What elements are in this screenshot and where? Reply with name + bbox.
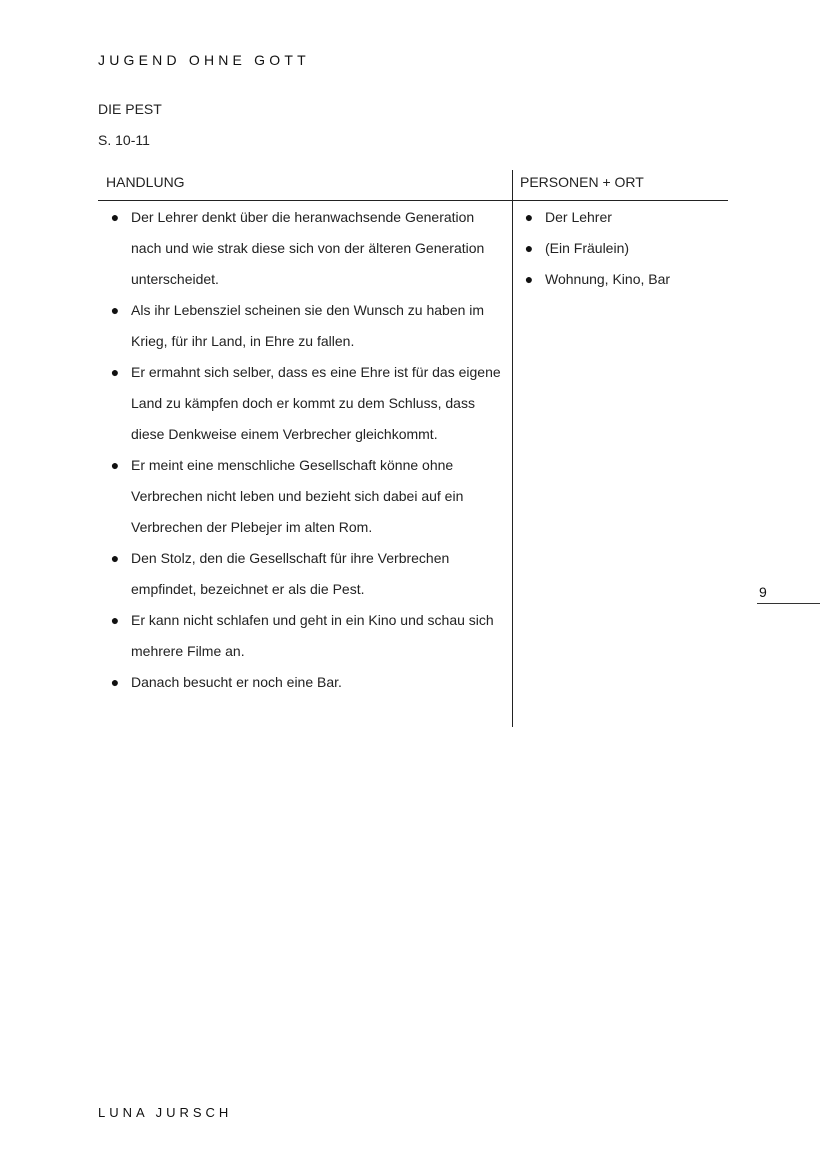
personen-text: (Ein Fräulein) (545, 240, 630, 256)
handlung-text: Den Stolz, den die Gesellschaft für ihre Verbrechen empfindet, bezeichnet er als die Pest. (131, 550, 450, 597)
list-item (98, 357, 508, 450)
list-item (98, 667, 508, 698)
bullet-icon: ● (110, 364, 120, 380)
bullet-icon: ● (110, 612, 120, 628)
document-header-title: JUGEND OHNE GOTT (98, 52, 310, 68)
list-item (512, 202, 722, 233)
bullet-icon: ● (110, 550, 120, 566)
bullet-icon: ● (110, 674, 120, 690)
bullet-icon: ● (110, 209, 120, 225)
table-header-divider (98, 200, 728, 201)
personen-text: Der Lehrer (545, 209, 612, 225)
page-number-underline (757, 603, 820, 604)
handlung-list (98, 202, 508, 698)
handlung-text: Er ermahnt sich selber, dass es eine Ehre ist für das eigene Land zu kämpfen doch er kommt zu dem Schluss, dass diese Denkweise einem Verbrecher gleichkommt. (131, 364, 501, 442)
list-item (512, 264, 722, 295)
handlung-text: Der Lehrer denkt über die heranwachsende Generation nach und wie strak diese sich von der älteren Generation unterscheidet. (131, 209, 485, 287)
list-item (98, 543, 508, 605)
list-item (98, 450, 508, 543)
handlung-text: Danach besucht er noch eine Bar. (131, 674, 342, 690)
chapter-title: DIE PEST (98, 101, 162, 117)
personen-ort-list (512, 202, 722, 295)
personen-text: Wohnung, Kino, Bar (545, 271, 671, 287)
bullet-icon: ● (524, 240, 534, 256)
footer-author: LUNA JURSCH (98, 1105, 233, 1120)
column-header-handlung: HANDLUNG (106, 174, 185, 190)
list-item (98, 295, 508, 357)
handlung-text: Er kann nicht schlafen und geht in ein Kino und schau sich mehrere Filme an. (131, 612, 494, 659)
column-header-personen-ort: PERSONEN + ORT (520, 174, 644, 190)
bullet-icon: ● (110, 457, 120, 473)
handlung-text: Als ihr Lebensziel scheinen sie den Wunsch zu haben im Krieg, für ihr Land, in Ehre zu fallen. (131, 302, 485, 349)
list-item (512, 233, 722, 264)
handlung-text: Er meint eine menschliche Gesellschaft könne ohne Verbrechen nicht leben und bezieht sich dabei auf ein Verbrechen der Plebejer im alten Rom. (131, 457, 464, 535)
bullet-icon: ● (110, 302, 120, 318)
list-item (98, 605, 508, 667)
page-range: S. 10-11 (98, 132, 150, 148)
bullet-icon: ● (524, 271, 534, 287)
list-item (98, 202, 508, 295)
page-number: 9 (759, 584, 767, 600)
bullet-icon: ● (524, 209, 534, 225)
